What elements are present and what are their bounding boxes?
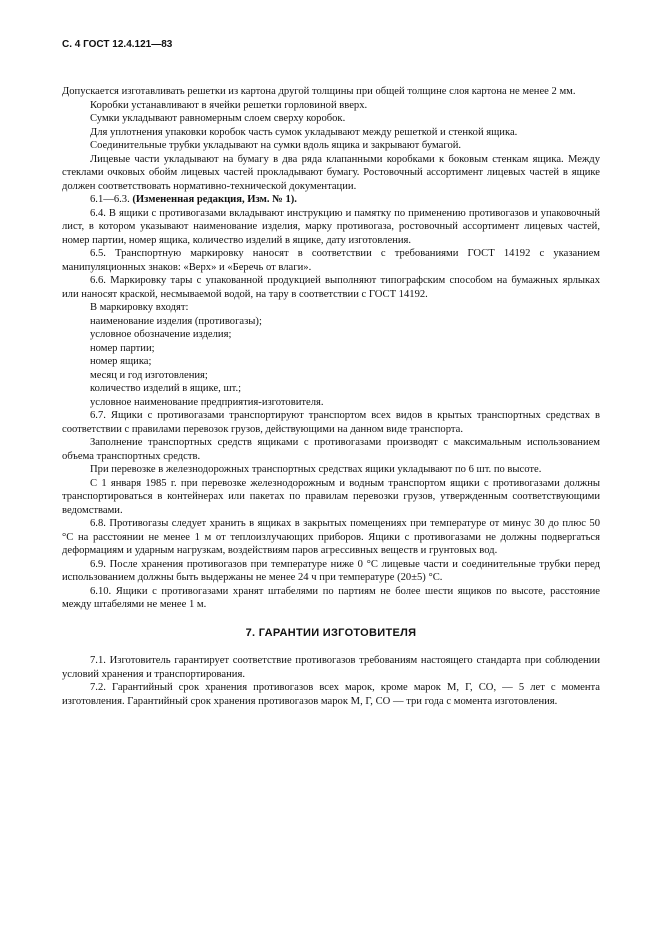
amendment-prefix: 6.1—6.3.: [90, 194, 133, 205]
paragraph-face-pieces: Лицевые части укладывают на бумагу в два ряда клапанными коробками к боковым стенкам ящика. Между стеклами очковых обойм лицевых частей прокладывают бумагу. Ростовочный ассортимент лицевых частей в ящике должен соответствовать нормативно-технической документации.: [62, 153, 600, 192]
paragraph-boxes-placement: Коробки устанавливают в ячейки решетки горловиной вверх.: [90, 99, 368, 111]
paragraph-6-5: 6.5. Транспортную маркировку наносят в соответствии с требованиями ГОСТ 14192 с указанием манипуляционных знаков: «Верх» и «Беречь от влаги».: [62, 248, 600, 273]
paragraph-6-9: 6.9. После хранения противогазов при температуре ниже 0 °С лицевые части и соединительные трубки перед использованием должны быть выдержаны не менее 24 ч при температуре (20±5) °С.: [62, 558, 600, 583]
section-title-guarantees: 7. ГАРАНТИИ ИЗГОТОВИТЕЛЯ: [245, 626, 417, 639]
paragraph-6-4: 6.4. В ящики с противогазами вкладывают инструкцию и памятку по применению противогазов и упаковочный лист, в котором указывают наименование изделия, марку противогаза, ростовочный ассортимент лицевых частей, номер партии, номер ящика, количество изделий в ящике, дату изготовления.: [62, 207, 600, 246]
paragraph-6-8: 6.8. Противогазы следует хранить в ящиках в закрытых помещениях при температуре от минус 30 до плюс 50 °С на расстоянии не менее 1 м от теплоизлучающих приборов. Ящики с противогазами не должны подвергаться деформациям и ударным нагрузкам, воздействиям паров агрессивных веществ и грунтовых вод.: [62, 518, 600, 556]
list-item: условное обозначение изделия;: [90, 329, 232, 340]
paragraph-amendment-note: [62, 193, 600, 207]
paragraph-containers-1985: С 1 января 1985 г. при перевозке железнодорожным и водным транспортом ящики с противогазами должны транспортироваться в контейнерах или пакетах по правилам перевозки грузов, утвержденным соответствующими ведомствами.: [62, 477, 600, 516]
marking-list: [62, 315, 600, 410]
list-item: условное наименование предприятия-изготовителя.: [90, 396, 324, 408]
paragraph-7-2: 7.2. Гарантийный срок хранения противогазов всех марок, кроме марок М, Г, СО, — 5 лет с момента изготовления. Гарантийный срок хранения противогазов марок М, Г, СО — три года с момента изготовления.: [62, 682, 600, 707]
paragraph-packing-compaction: Для уплотнения упаковки коробок часть сумок укладывают между решеткой и стенкой ящика.: [90, 126, 518, 138]
list-item: месяц и год изготовления;: [90, 369, 208, 381]
paragraph-6-6: 6.6. Маркировку тары с упакованной продукцией выполняют типографским способом на бумажных ярлыках или наносят краской, несмываемой водой, на тару в соответствии с ГОСТ 14192.: [62, 275, 600, 300]
list-item: номер ящика;: [90, 356, 152, 367]
amendment-bold: (Измененная редакция, Изм. № 1).: [132, 194, 297, 205]
page-header: С. 4 ГОСТ 12.4.121—83: [62, 39, 173, 50]
list-item: количество изделий в ящике, шт.;: [90, 383, 242, 394]
paragraph-6-10: 6.10. Ящики с противогазами хранят штабелями по партиям не более шести ящиков по высоте, расстояние между штабелями не менее 1 м.: [62, 585, 600, 610]
paragraph-vehicle-filling: Заполнение транспортных средств ящиками с противогазами производят с максимальным использованием объема транспортных средств.: [62, 437, 600, 462]
paragraph-connecting-tubes: Соединительные трубки укладывают на сумки вдоль ящика и закрывают бумагой.: [90, 140, 462, 151]
list-item: номер партии;: [90, 342, 155, 354]
paragraph-marking-intro: В маркировку входят:: [90, 302, 189, 313]
list-item: наименование изделия (противогазы);: [90, 315, 262, 327]
paragraph-bags-layer: Сумки укладывают равномерным слоем сверху коробок.: [90, 113, 346, 124]
paragraph-cardboard-thickness: Допускается изготавливать решетки из картона другой толщины при общей толщине слоя картона не менее 2 мм.: [62, 86, 576, 97]
paragraph-7-1: 7.1. Изготовитель гарантирует соответствие противогазов требованиям настоящего стандарта при соблюдении условий хранения и транспортирования.: [62, 655, 600, 680]
paragraph-rail-transport: При перевозке в железнодорожных транспортных средствах ящики укладывают по 6 шт. по высоте.: [90, 464, 542, 475]
paragraph-6-7: 6.7. Ящики с противогазами транспортируют транспортом всех видов в крытых транспортных средствах в соответствии с правилами перевозок грузов, действующими на данном виде транспорта.: [62, 410, 600, 435]
document-page: [62, 38, 600, 708]
